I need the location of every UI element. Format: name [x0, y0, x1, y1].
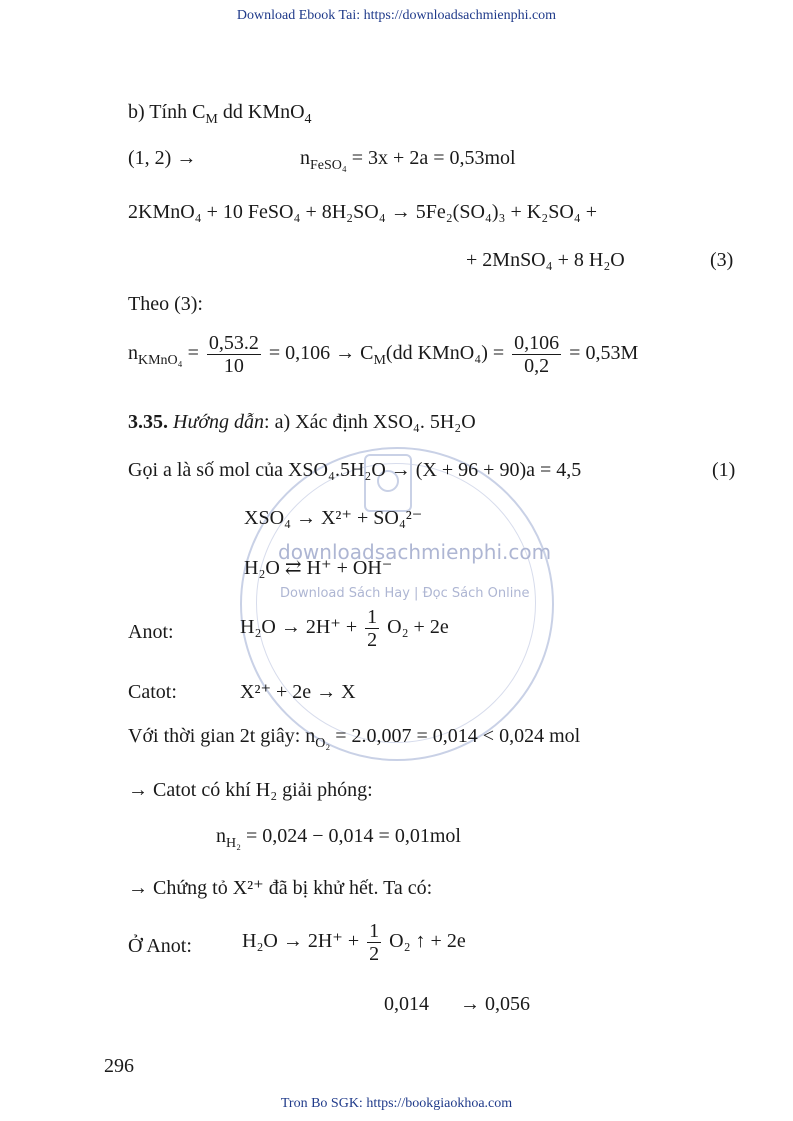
theo-3: Theo (3): — [128, 293, 203, 315]
page-number: 296 — [104, 1055, 134, 1077]
mole-value-right: → 0,056 — [460, 993, 530, 1015]
anode-label: Anot: — [128, 621, 174, 643]
eq-1-number: (1) — [712, 459, 736, 481]
watermark-brand: downloadsachmienphi.com — [278, 540, 552, 564]
at-anode-reaction: H₂O → 2H⁺ + $\frac{1}{2}$ O₂ ↑ + 2e — [242, 920, 466, 965]
header-link[interactable]: Download Ebook Tai: https://downloadsachmienphi.com — [236, 8, 557, 23]
problem-3-35-heading: 3.35. Hướng dẫn: a) Xác định XSO₄. 5H₂O — [128, 411, 476, 433]
cathode-label: Catot: — [128, 681, 177, 703]
watermark-tagline: Download Sách Hay | Đọc Sách Online — [280, 586, 530, 601]
eq-time-2t: Với thời gian 2t giây: $n_{O_2} = 2.0,007 = 0,014 < 0,024$ mol — [128, 725, 581, 751]
anode-reaction: H₂O → 2H⁺ + $\frac{1}{2}$ O₂ + 2e — [240, 606, 449, 651]
eq-feso4-label: (1, 2) → — [128, 147, 197, 169]
footer-link[interactable]: Tron Bo SGK: https://bookgiaokhoa.com — [280, 1096, 513, 1111]
eq-nh2: $n_{H_2} = 0,024 - 0,014 = 0,01mol$ — [216, 825, 461, 851]
part-b-heading: b) Tính $C_M$ dd KMnO$_4$ — [128, 101, 312, 127]
reaction-3-line1: 2KMnO₄ + 10 FeSO₄ + 8H₂SO₄ → 5Fe₂(SO₄)₃ + K₂SO₄ + — [128, 201, 598, 223]
dissociation-xso4: XSO₄ → X²⁺ + SO₄²⁻ — [244, 507, 423, 529]
eq-feso4: $n_{FeSO_4} = 3x + 2a = 0,53mol$ — [300, 147, 516, 173]
at-anode-label: Ở Anot: — [128, 935, 192, 957]
mole-value-left: 0,014 — [384, 993, 429, 1015]
cathode-reaction: X²⁺ + 2e → X — [240, 681, 356, 703]
eq-1: Gọi a là số mol của XSO₄.5H₂O → (X + 96 + 90)a = 4,5 — [128, 459, 582, 481]
eq-kmno4-concentration: $n_{KMnO_4}$ = $\frac{0,53.2}{10}$ = $0,106 \to C_M(dd$ KMnO₄) = $\frac{0,106}{0,2}$ = 0,53M — [128, 332, 639, 377]
dissociation-water: H₂O ⇄ H⁺ + OH⁻ — [244, 557, 393, 579]
reaction-3-number: (3) — [710, 249, 734, 271]
cathode-h2-note: → Catot có khí H₂ giải phóng: — [128, 779, 373, 801]
reaction-3-line2: + 2MnSO₄ + 8 H₂O — [466, 249, 625, 271]
conclusion-x2-reduced: → Chứng tỏ X²⁺ đã bị khử hết. Ta có: — [128, 877, 433, 899]
